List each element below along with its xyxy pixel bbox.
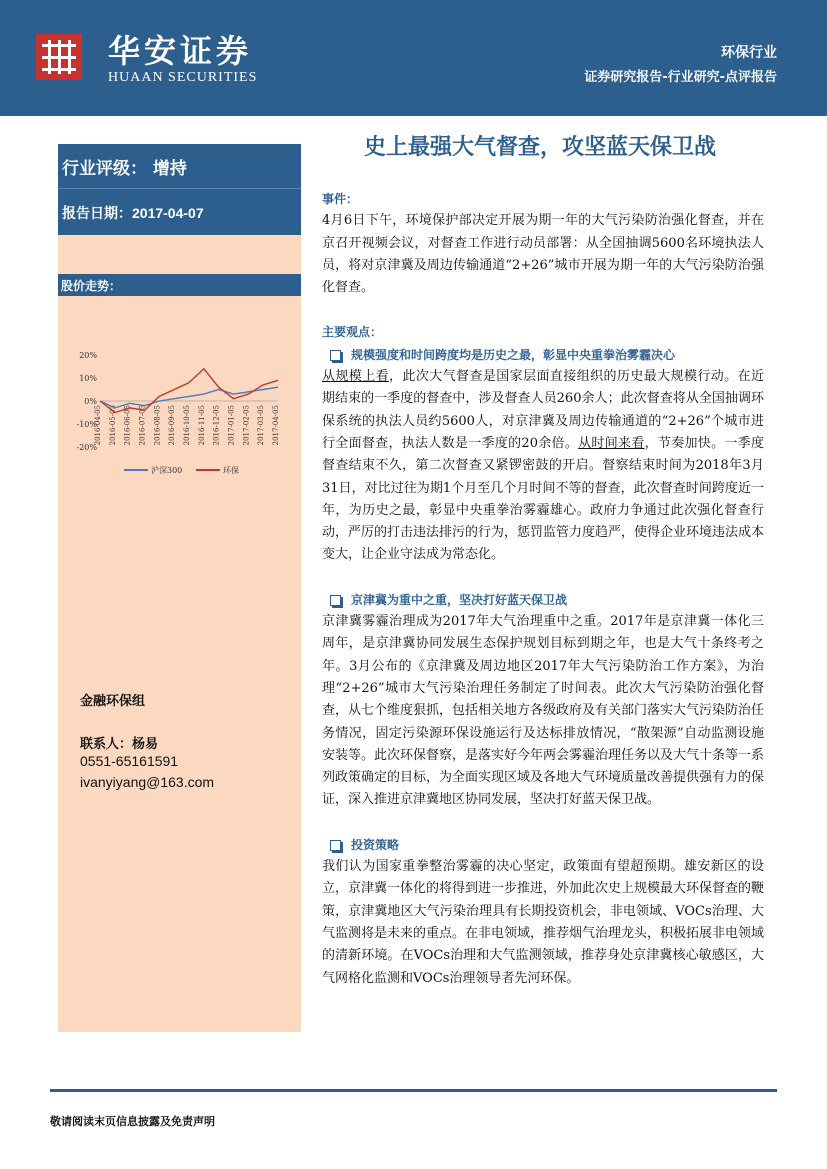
y-tick-label: -20% [76,443,97,452]
report-date-label: 报告日期： [62,206,132,222]
checkbox-icon [330,350,341,361]
x-tick-label: 2016-08-05 [153,405,162,446]
scale-paragraph [322,366,764,567]
scale-text-1: ，此次大气督查是国家层面直接组织的历史最大规模行动。在近期结束的一季度的督查中，涉及督查人员260余人；此次督查将从全国抽调环保系统的执法人员约5600人，对京津冀及周边传输通道的“2+26”个城市进行全面督查，执法人数是一季度的20余倍。 [322,369,764,451]
jjj-paragraph: 京津冀雾霾治理成为2017年大气治理重中之重。2017年是京津冀一体化三周年，是京津冀协同发展生态保护规划目标到期之年，也是大气十条终考之年。3月公布的《京津冀及周边地区2017年大气污染防治工作方案》，为治理“2+26”城市大气污染治理任务制定了时间表。此次大气污染防治强化督查，从七个维度狠抓，包括相关地方各级政府及有关部门落实大气污染防治任务情况，固定污染源环保设施运行及达标排放情况，“散架源”自动监测设施安装等。此次环保督察，是落实好今年两会雾霾治理任务以及大气十条等一系列政策确定的目标，为全面实现区域及各地大气环境质量改善提供强有力的保证，深入推进京津冀地区协同发展，坚决打好蓝天保卫战。 [322,614,765,808]
series-line [100,387,278,408]
bullet-scale-title: 规模强度和时间跨度均是历史之最，彰显中央重拳治雾霾决心 [351,347,676,362]
scale-underline-2: 从时间来看 [578,435,645,451]
price-trend-label: 股价走势： [61,279,122,293]
scale-text-2: ，节奏加快。一季度督查结束不久，第二次督查又紧锣密鼓的开启。督察结束时间为2018年3月31日，对比过往为期1个月至几个月时间不等的督查，此次督查时间跨度近一年，为历史之最，彰显中央重拳治雾霾雄心。政府力争通过此次强化督查行动，严厉的打击违法排污的行为，惩罚监管力度趋严，使得企业环境违法成本变大，让企业守法成为常态化。 [322,435,765,563]
x-tick-label: 2016-04-05 [94,405,102,446]
huaan-logo-icon [36,34,82,80]
rating-bar [58,144,301,188]
bullet-strategy [322,834,764,856]
report-title: 史上最强大气督查，攻坚蓝天保卫战 [363,135,716,160]
report-type-label: 证券研究报告-行业研究-点评报告 [584,70,777,85]
y-tick-label: -10% [76,420,97,429]
bullet-jjj [322,589,764,611]
date-bar [58,188,301,235]
bullet-strategy-title: 投资策略 [351,837,400,852]
main-content [322,188,764,990]
page-header [0,0,827,116]
brand-name-en: HUAAN SECURITIES [108,70,258,85]
strategy-paragraph: 我们认为国家重拳整治雾霾的决心坚定，政策面有望超预期。雄安新区的设立，京津冀一体化的将得到进一步推进，外加此次史上规模最大环保督查的鞭策，京津冀地区大气污染治理具有长期投资机会，非电领域、VOCs治理、大气监测将是未来的重点。在非电领域，推荐烟气治理龙头，积极拓展非电领域的清新环境。在VOCs治理和大气监测领域，推荐身处京津冀核心敏感区，大气网格化监测和VOCs治理领导者先河环保。 [322,859,765,986]
x-tick-label: 2017-04-05 [272,405,280,446]
checkbox-icon [330,595,341,606]
x-tick-label: 2016-10-05 [183,405,191,446]
report-date-value: 2017-04-07 [132,205,204,221]
contact-email[interactable]: ivanyiyang@163.com [80,774,215,790]
event-heading: 事件： [322,192,359,206]
event-paragraph: 4月6日下午，环境保护部决定开展为期一年的大气污染防治强化督查，并在京召开视频会议，对督查工作进行动员部署：从全国抽调5600名环境执法人员，将对京津冀及周边传输通道“2+26”城市开展为期一年的大气污染防治强化督查。 [322,213,764,296]
x-tick-label: 2016-05-05 [108,405,117,446]
x-tick-label: 2017-03-05 [257,405,266,446]
y-tick-label: 20% [79,351,97,360]
checkbox-icon [330,840,341,851]
x-tick-label: 2017-01-05 [227,405,236,446]
y-tick-label: 0% [84,397,97,406]
price-trend-chart [64,340,286,480]
views-heading: 主要观点： [322,325,383,340]
brand-name-cn: 华安证券 [108,32,253,70]
x-tick-label: 2016-07-05 [138,405,147,446]
x-tick-label: 2016-11-05 [197,405,206,446]
y-tick-label: 10% [79,374,97,383]
sidebar-panel [58,144,301,1032]
x-tick-label: 2016-12-05 [212,405,221,446]
footer-divider [50,1089,777,1092]
team-name: 金融环保组 [80,694,146,709]
footer-disclaimer: 敬请阅读末页信息披露及免责声明 [50,1115,215,1128]
industry-rating: 行业评级： 增持 [62,159,187,179]
legend-label: 沪深300 [151,466,183,475]
contact-phone: 0551-65161591 [80,753,179,769]
legend-label: 环保 [223,466,239,475]
bullet-jjj-title: 京津冀为重中之重，坚决打好蓝天保卫战 [351,592,568,607]
x-tick-label: 2016-06-05 [123,405,132,446]
price-trend-bar [58,274,301,296]
report-date [62,203,204,223]
x-tick-label: 2016-09-05 [168,405,177,446]
scale-underline-1: 从规模上看 [322,369,390,385]
x-tick-label: 2017-02-05 [242,405,251,446]
contact-name: 联系人：杨易 [80,737,159,752]
bullet-scale [322,344,764,366]
industry-label: 环保行业 [721,45,777,61]
